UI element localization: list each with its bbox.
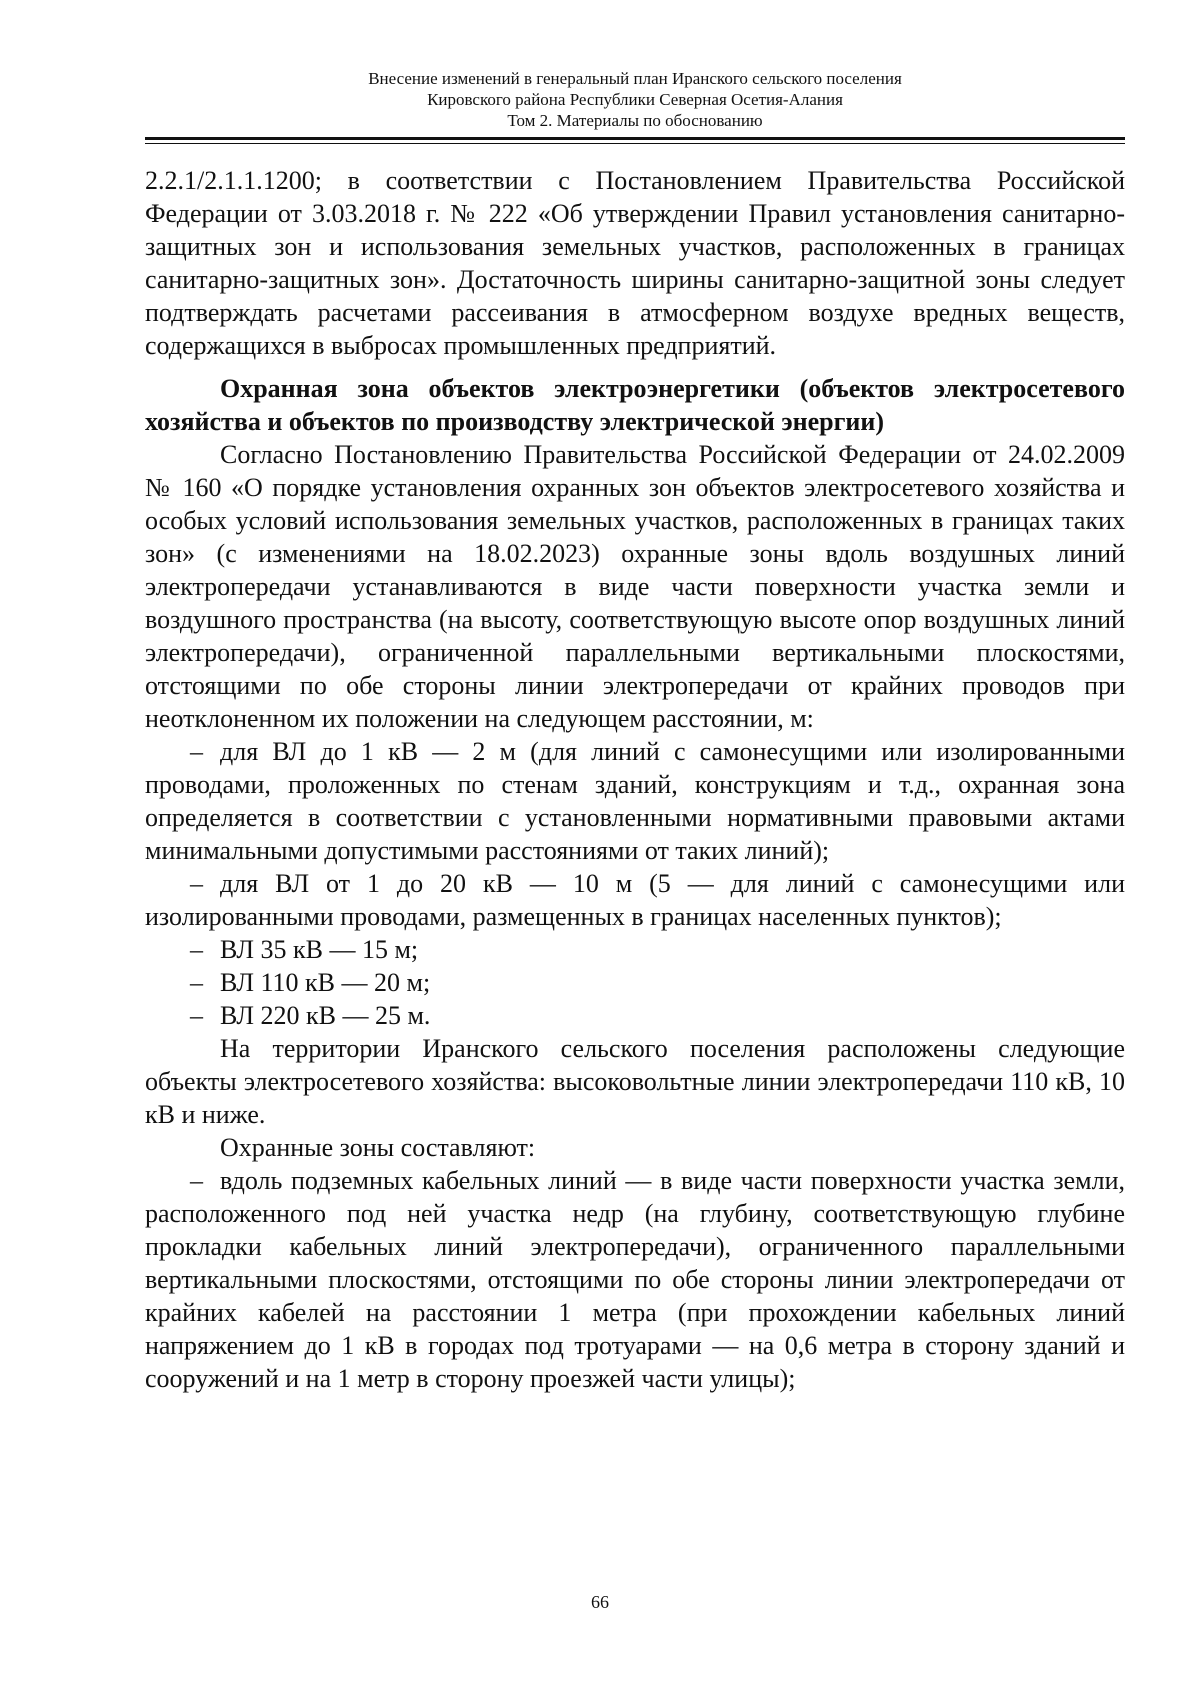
paragraph-3: На территории Иранского сельского поселения расположены следующие объекты электросетевого хозяйства: высоковольтные линии электропередачи 110 кВ, 10 кВ и ниже. bbox=[145, 1034, 1125, 1129]
list-item bbox=[145, 1164, 1125, 1395]
header-line-2: Кировского района Республики Северная Осетия-Алания bbox=[427, 90, 843, 109]
list-item bbox=[145, 999, 1125, 1032]
list-item bbox=[145, 867, 1125, 933]
section-heading: Охранная зона объектов электроэнергетики (объектов электросетевого хозяйства и объектов по производству электрической энергии) bbox=[145, 374, 1125, 436]
dash-marker: – bbox=[190, 1001, 203, 1030]
dash-marker: – bbox=[190, 935, 203, 964]
dash-marker: – bbox=[190, 1166, 203, 1195]
list-item bbox=[145, 933, 1125, 966]
dash-marker: – bbox=[190, 737, 203, 766]
header-rule-thick bbox=[145, 137, 1125, 140]
header-line-1: Внесение изменений в генеральный план Иранского сельского поселения bbox=[368, 69, 902, 88]
list-item-text: для ВЛ от 1 до 20 кВ — 10 м (5 — для линий с самонесущими или изолированными проводами, размещенных в границах населенных пунктов); bbox=[145, 869, 1125, 931]
dash-marker: – bbox=[190, 968, 203, 997]
list-item bbox=[145, 966, 1125, 999]
document-header bbox=[145, 68, 1125, 131]
header-line-3: Том 2. Материалы по обоснованию bbox=[507, 111, 763, 130]
list-item-text: ВЛ 35 кВ — 15 м; bbox=[220, 935, 419, 964]
list-item-text: для ВЛ до 1 кВ — 2 м (для линий с самонесущими или изолированными проводами, проложенных по стенам зданий, конструкциям и т.д., охранная зона определяется в соответствии с установленными нормативными правовыми актами минимальными допустимыми расстояниями от таких линий); bbox=[145, 737, 1125, 865]
list-item-text: ВЛ 220 кВ — 25 м. bbox=[220, 1001, 431, 1030]
page-number: 66 bbox=[591, 1592, 609, 1612]
paragraph-4: Охранные зоны составляют: bbox=[220, 1133, 536, 1162]
list-item-text: вдоль подземных кабельных линий — в виде части поверхности участка земли, расположенного под ней участка недр (на глубину, соответствующую глубине прокладки кабельных линий электропередачи), ограниченного параллельными вертикальными плоскостями, отстоящими по обе стороны линии электропередачи от крайних кабелей на расстоянии 1 метра (при прохождении кабельных линий напряжением до 1 кВ в городах под тротуарами — на 0,6 метра в сторону зданий и сооружений и на 1 метр в сторону проезжей части улицы); bbox=[145, 1166, 1125, 1393]
list-item bbox=[145, 735, 1125, 867]
dash-marker: – bbox=[190, 869, 203, 898]
header-rule-thin bbox=[145, 143, 1125, 144]
list-item-text: ВЛ 110 кВ — 20 м; bbox=[220, 968, 431, 997]
paragraph-2: Согласно Постановлению Правительства Российской Федерации от 24.02.2009 № 160 «О порядке установления охранных зон объектов электросетевого хозяйства и особых условий использования земельных участков, расположенных в границах таких зон» (с изменениями на 18.02.2023) охранные зоны вдоль воздушных линий электропередачи устанавливаются в виде части поверхности участка земли и воздушного пространства (на высоту, соответствующую высоте опор воздушных линий электропередачи), ограниченной параллельными вертикальными плоскостями, отстоящими по обе стороны линии электропередачи от крайних проводов при неотклоненном их положении на следующем расстоянии, м: bbox=[145, 440, 1125, 733]
document-body bbox=[145, 164, 1125, 1395]
paragraph-1: 2.2.1/2.1.1.1200; в соответствии с Постановлением Правительства Российской Федерации от 3.03.2018 г. № 222 «Об утверждении Правил установления санитарно-защитных зон и использования земельных участков, расположенных в границах санитарно-защитных зон». Достаточность ширины санитарно-защитной зоны следует подтверждать расчетами рассеивания в атмосферном воздухе вредных веществ, содержащихся в выбросах промышленных предприятий. bbox=[145, 166, 1125, 360]
